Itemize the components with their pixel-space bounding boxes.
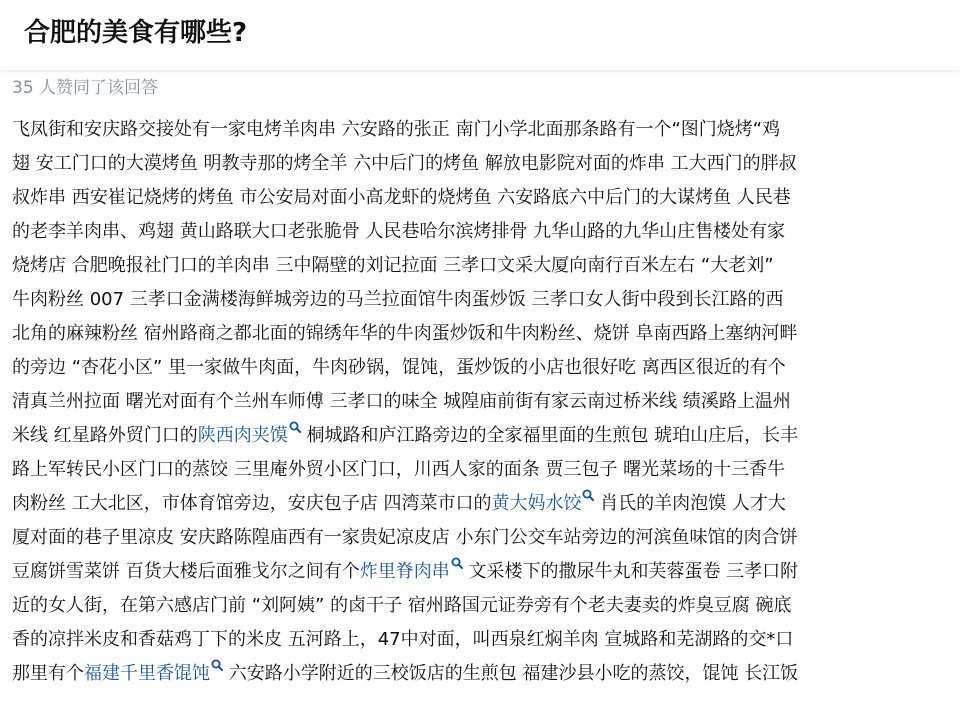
answer-content	[12, 113, 952, 691]
search-icon	[582, 489, 594, 503]
answer-text: 桐城路和庐江路旁边的全家福里面的生煎包 琥珀山庄后，长丰	[300, 425, 799, 446]
answer-text: 那里有个	[12, 663, 84, 684]
answer-line	[12, 351, 952, 385]
answer-text: 清真兰州拉面 曙光对面有个兰州车师傅 三孝口的味全 城隍庙前街有家云南过桥米线 绩溪路上温州	[12, 391, 791, 412]
answer-line	[12, 521, 952, 555]
answer-line	[12, 623, 952, 657]
keyword-search-link[interactable]	[360, 561, 463, 582]
answer-text: 北角的麻辣粉丝 宿州路商之都北面的锦绣年华的牛肉蛋炒饭和牛肉粉丝、烧饼 阜南西路上塞纳河畔	[12, 323, 798, 344]
answer-text: 路上军转民小区门口的蒸饺 三里庵外贸小区门口，川西人家的面条 贾三包子 曙光菜场的十三香牛	[12, 459, 786, 480]
answer-text: 文采楼下的撒尿牛丸和芙蓉蛋卷 三孝口附	[462, 561, 799, 582]
answer-line	[12, 181, 952, 215]
answer-line	[12, 487, 952, 521]
answer-line	[12, 249, 952, 283]
answer-text: 豆腐饼雪菜饼 百货大楼后面雅戈尔之间有个	[12, 561, 360, 582]
answer-line	[12, 317, 952, 351]
keyword-text: 陕西肉夹馍	[197, 425, 288, 446]
question-header	[0, 0, 960, 70]
answer-text: 牛肉粉丝 007 三孝口金满楼海鲜城旁边的马兰拉面馆牛肉蛋炒饭 三孝口女人街中段到长江路的西	[12, 289, 784, 310]
keyword-search-link[interactable]	[491, 493, 594, 514]
answer-text: 近的女人街，在第六感店门前 “刘阿姨” 的卤干子 宿州路国元证券旁有个老夫妻卖的炸臭豆腐 碗底	[12, 595, 792, 616]
vote-count: 35 人赞同了该回答	[12, 78, 159, 98]
answer-line	[12, 147, 952, 181]
keyword-search-link[interactable]	[84, 663, 223, 684]
search-icon	[211, 659, 223, 673]
answer-line	[12, 657, 952, 691]
answer-text: 六安路小学附近的三校饭店的生煎包 福建沙县小吃的蒸饺，馄饨 长江饭	[223, 663, 799, 684]
answer-line	[12, 283, 952, 317]
answer-line	[12, 589, 952, 623]
answer-text: 翅 安工门口的大漠烤鱼 明教寺那的烤全羊 六中后门的烤鱼 解放电影院对面的炸串 工大西门的胖叔	[12, 153, 797, 174]
answer-text: 厦对面的巷子里凉皮 安庆路陈隍庙西有一家贵妃凉皮店 小东门公交车站旁边的河滨鱼味馆的肉合饼	[12, 527, 798, 548]
keyword-text: 黄大妈水饺	[491, 493, 582, 514]
search-icon	[451, 557, 463, 571]
keyword-text: 福建千里香馄饨	[84, 663, 210, 684]
answer-text: 的老李羊肉串、鸡翅 黄山路联大口老张脆骨 人民巷哈尔滨烤排骨 九华山路的九华山庄售楼处有家	[12, 221, 786, 242]
answer-text: 肉粉丝 工大北区，市体育馆旁边，安庆包子店 四湾菜市口的	[12, 493, 492, 514]
search-icon	[289, 421, 301, 435]
answer-line	[12, 385, 952, 419]
answer-line	[12, 453, 952, 487]
answer-line	[12, 419, 952, 453]
answer-text: 的旁边 “杏花小区” 里一家做牛肉面，牛肉砂锅，馄饨，蛋炒饭的小店也很好吃 离西区很近的有个	[12, 357, 786, 378]
keyword-search-link[interactable]	[198, 425, 301, 446]
answer-text: 肖氏的羊肉泡馍 人才大	[594, 493, 786, 514]
answer-text: 米线 红星路外贸门口的	[12, 425, 198, 446]
answer-text: 烧烤店 合肥晚报社门口的羊肉串 三中隔壁的刘记拉面 三孝口文采大厦向南行百米左右 “大老刘”	[12, 255, 774, 276]
keyword-text: 炸里脊肉串	[359, 561, 450, 582]
answer-text: 飞凤街和安庆路交接处有一家电烤羊肉串 六安路的张正 南门小学北面那条路有一个“图门烧烤“鸡	[12, 119, 781, 140]
answer-text: 香的凉拌米皮和香菇鸡丁下的米皮 五河路上，47中对面，叫西泉红焖羊肉 宣城路和芜湖路的交*口	[12, 629, 794, 650]
answer-line	[12, 113, 952, 147]
answer-line	[12, 215, 952, 249]
question-title[interactable]: 合肥的美食有哪些?	[24, 18, 248, 48]
answer-line	[12, 555, 952, 589]
answer-text: 叔炸串 西安崔记烧烤的烤鱼 市公安局对面小高龙虾的烧烤鱼 六安路底六中后门的大谋烤鱼 人民巷	[12, 187, 791, 208]
